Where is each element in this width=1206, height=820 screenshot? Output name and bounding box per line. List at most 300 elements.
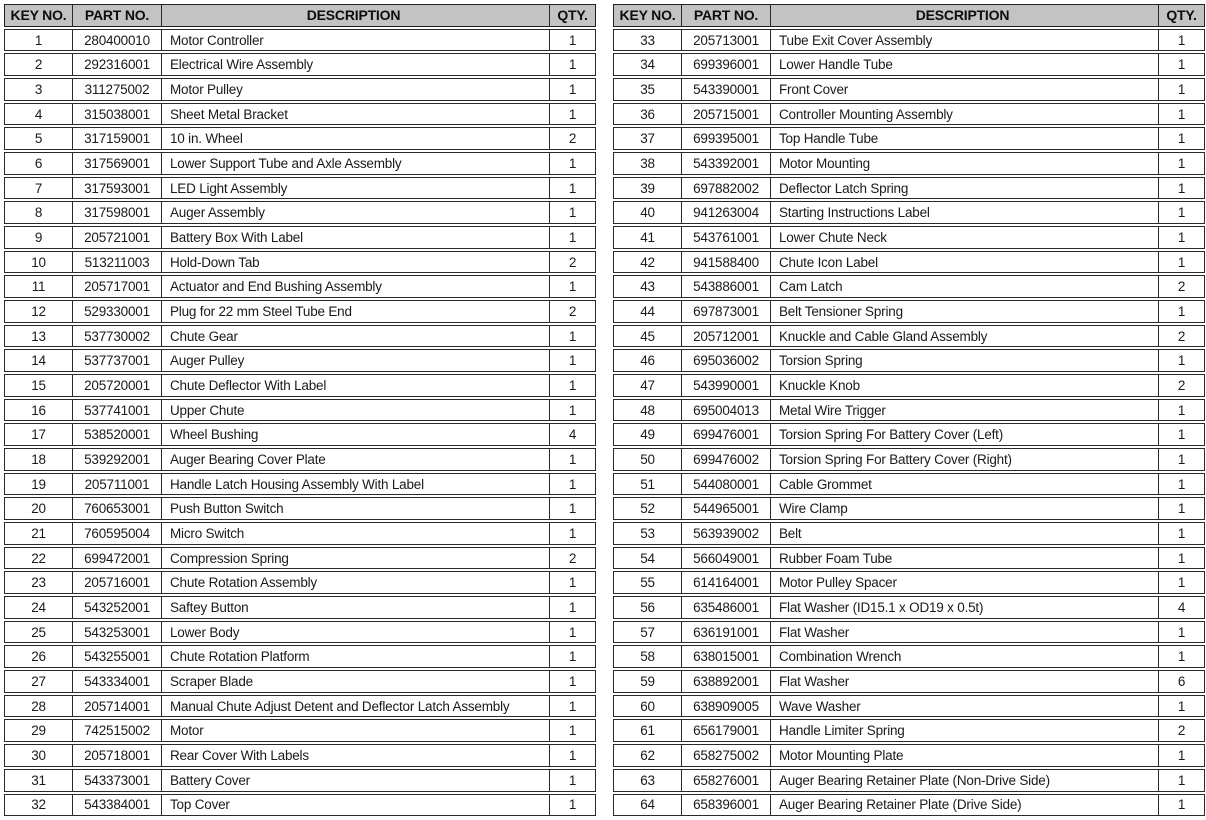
- qty-cell: 1: [549, 178, 595, 199]
- key-no-cell: 35: [640, 81, 655, 97]
- key-no-cell: 1: [34, 32, 43, 48]
- table-header-row: [4, 4, 596, 27]
- qty-cell: 2: [549, 128, 595, 149]
- key-no-cell: 53: [640, 525, 655, 541]
- part-no-cell: 697882002: [681, 178, 770, 199]
- table-row: [4, 78, 596, 101]
- description-cell: Torsion Spring: [770, 350, 1158, 371]
- key-no-cell: 64: [640, 797, 655, 813]
- part-no-cell: 317159001: [72, 128, 161, 149]
- description-cell: Lower Handle Tube: [770, 54, 1158, 75]
- key-no-cell: 2: [34, 57, 43, 73]
- key-no-cell: 10: [31, 254, 46, 270]
- key-no-cell: 18: [31, 451, 46, 467]
- table-row: [613, 571, 1205, 594]
- qty-cell: 1: [549, 474, 595, 495]
- key-no-cell: 61: [640, 723, 655, 739]
- part-no-cell: 543253001: [72, 622, 161, 643]
- part-no-cell: 699476002: [681, 449, 770, 470]
- description-cell: Chute Rotation Assembly: [161, 572, 549, 593]
- key-no-cell: 30: [31, 747, 46, 763]
- qty-cell: 1: [1158, 474, 1204, 495]
- key-no-cell: 51: [640, 476, 655, 492]
- part-no-cell: 205720001: [72, 375, 161, 396]
- key-no-cell: 50: [640, 451, 655, 467]
- description-cell: Motor Pulley Spacer: [770, 572, 1158, 593]
- qty-cell: 2: [1158, 720, 1204, 741]
- description-cell: Belt: [770, 523, 1158, 544]
- key-no-cell: 23: [31, 575, 46, 591]
- part-no-cell: 205715001: [681, 104, 770, 125]
- key-no-cell: 24: [31, 599, 46, 615]
- qty-cell: 1: [1158, 104, 1204, 125]
- description-cell: Torsion Spring For Battery Cover (Right): [770, 449, 1158, 470]
- key-no-cell: 41: [640, 229, 655, 245]
- qty-cell: 1: [1158, 350, 1204, 371]
- part-no-cell: 538520001: [72, 424, 161, 445]
- table-row: [613, 596, 1205, 619]
- qty-cell: 1: [549, 276, 595, 297]
- part-no-cell: 635486001: [681, 597, 770, 618]
- qty-cell: 1: [1158, 424, 1204, 445]
- part-no-cell: 537741001: [72, 400, 161, 421]
- table-row: [613, 497, 1205, 520]
- table-row: [613, 473, 1205, 496]
- qty-cell: 1: [1158, 301, 1204, 322]
- qty-cell: 2: [549, 301, 595, 322]
- description-cell: Auger Bearing Retainer Plate (Drive Side): [770, 795, 1158, 816]
- part-no-cell: 205713001: [681, 30, 770, 51]
- part-no-cell: 638015001: [681, 646, 770, 667]
- part-no-cell: 638909005: [681, 696, 770, 717]
- key-no-cell: 46: [640, 353, 655, 369]
- key-no-cell: 52: [640, 501, 655, 517]
- table-row: [4, 596, 596, 619]
- key-no-cell: 45: [640, 328, 655, 344]
- key-no-cell: 28: [31, 698, 46, 714]
- description-cell: Front Cover: [770, 79, 1158, 100]
- table-row: [613, 719, 1205, 742]
- table-row: [613, 78, 1205, 101]
- description-cell: Motor Pulley: [161, 79, 549, 100]
- description-cell: Auger Bearing Retainer Plate (Non-Drive Side): [770, 770, 1158, 791]
- part-no-cell: 543390001: [681, 79, 770, 100]
- column-header-qty: QTY.: [549, 5, 595, 26]
- part-no-cell: 760595004: [72, 523, 161, 544]
- qty-cell: 1: [549, 400, 595, 421]
- description-cell: Metal Wire Trigger: [770, 400, 1158, 421]
- description-cell: Hold-Down Tab: [161, 252, 549, 273]
- part-no-cell: 543252001: [72, 597, 161, 618]
- part-no-cell: 317598001: [72, 202, 161, 223]
- description-cell: Lower Chute Neck: [770, 227, 1158, 248]
- description-cell: Top Cover: [161, 795, 549, 816]
- description-cell: Knuckle Knob: [770, 375, 1158, 396]
- table-row: [613, 621, 1205, 644]
- parts-table-right: [613, 4, 1205, 816]
- description-cell: Push Button Switch: [161, 498, 549, 519]
- qty-cell: 1: [1158, 227, 1204, 248]
- qty-cell: 1: [549, 202, 595, 223]
- part-no-cell: 205711001: [72, 474, 161, 495]
- part-no-cell: 563939002: [681, 523, 770, 544]
- qty-cell: 1: [1158, 548, 1204, 569]
- table-row: [613, 349, 1205, 372]
- description-cell: Torsion Spring For Battery Cover (Left): [770, 424, 1158, 445]
- qty-cell: 1: [1158, 54, 1204, 75]
- description-cell: Chute Icon Label: [770, 252, 1158, 273]
- qty-cell: 2: [1158, 375, 1204, 396]
- description-cell: Scraper Blade: [161, 671, 549, 692]
- qty-cell: 1: [549, 326, 595, 347]
- qty-cell: 1: [549, 523, 595, 544]
- table-row: [4, 571, 596, 594]
- qty-cell: 1: [1158, 128, 1204, 149]
- part-no-cell: 543334001: [72, 671, 161, 692]
- part-no-cell: 205718001: [72, 745, 161, 766]
- table-row: [613, 53, 1205, 76]
- part-no-cell: 699396001: [681, 54, 770, 75]
- table-row: [613, 152, 1205, 175]
- part-no-cell: 699472001: [72, 548, 161, 569]
- table-row: [4, 497, 596, 520]
- qty-cell: 1: [1158, 572, 1204, 593]
- description-cell: Micro Switch: [161, 523, 549, 544]
- table-row: [613, 29, 1205, 52]
- key-no-cell: 25: [31, 624, 46, 640]
- qty-cell: 1: [1158, 400, 1204, 421]
- qty-cell: 1: [549, 622, 595, 643]
- part-no-cell: 543392001: [681, 153, 770, 174]
- description-cell: Manual Chute Adjust Detent and Deflector Latch Assembly: [161, 696, 549, 717]
- key-no-cell: 31: [31, 772, 46, 788]
- table-row: [613, 103, 1205, 126]
- key-no-cell: 36: [640, 106, 655, 122]
- qty-cell: 1: [549, 696, 595, 717]
- description-cell: Plug for 22 mm Steel Tube End: [161, 301, 549, 322]
- part-no-cell: 543886001: [681, 276, 770, 297]
- table-row: [4, 226, 596, 249]
- table-row: [4, 201, 596, 224]
- part-no-cell: 941263004: [681, 202, 770, 223]
- description-cell: Chute Gear: [161, 326, 549, 347]
- table-row: [613, 201, 1205, 224]
- qty-cell: 4: [549, 424, 595, 445]
- part-no-cell: 292316001: [72, 54, 161, 75]
- description-cell: Flat Washer: [770, 671, 1158, 692]
- description-cell: Flat Washer: [770, 622, 1158, 643]
- qty-cell: 1: [549, 745, 595, 766]
- table-row: [4, 522, 596, 545]
- key-no-cell: 56: [640, 599, 655, 615]
- qty-cell: 1: [549, 720, 595, 741]
- qty-cell: 1: [549, 795, 595, 816]
- table-row: [613, 226, 1205, 249]
- qty-cell: 1: [1158, 795, 1204, 816]
- description-cell: Wheel Bushing: [161, 424, 549, 445]
- part-no-cell: 537730002: [72, 326, 161, 347]
- description-cell: Cable Grommet: [770, 474, 1158, 495]
- part-no-cell: 638892001: [681, 671, 770, 692]
- key-no-cell: 21: [31, 525, 46, 541]
- description-cell: Motor Mounting: [770, 153, 1158, 174]
- key-no-cell: 37: [640, 131, 655, 147]
- part-no-cell: 941588400: [681, 252, 770, 273]
- table-row: [4, 547, 596, 570]
- key-no-cell: 11: [31, 279, 46, 295]
- qty-cell: 1: [549, 572, 595, 593]
- table-row: [4, 251, 596, 274]
- qty-cell: 1: [549, 30, 595, 51]
- table-row: [4, 349, 596, 372]
- qty-cell: 1: [1158, 523, 1204, 544]
- qty-cell: 1: [549, 770, 595, 791]
- part-no-cell: 205714001: [72, 696, 161, 717]
- table-row: [4, 769, 596, 792]
- key-no-cell: 22: [31, 550, 46, 566]
- key-no-cell: 54: [640, 550, 655, 566]
- key-no-cell: 5: [34, 131, 43, 147]
- table-row: [4, 744, 596, 767]
- qty-cell: 2: [1158, 326, 1204, 347]
- description-cell: Starting Instructions Label: [770, 202, 1158, 223]
- description-cell: Wave Washer: [770, 696, 1158, 717]
- description-cell: Flat Washer (ID15.1 x OD19 x 0.5t): [770, 597, 1158, 618]
- key-no-cell: 19: [31, 476, 46, 492]
- description-cell: Chute Deflector With Label: [161, 375, 549, 396]
- description-cell: Lower Body: [161, 622, 549, 643]
- qty-cell: 1: [549, 449, 595, 470]
- description-cell: Battery Cover: [161, 770, 549, 791]
- qty-cell: 1: [549, 498, 595, 519]
- column-header-key-no: KEY NO.: [10, 7, 67, 24]
- qty-cell: 1: [549, 671, 595, 692]
- table-row: [613, 275, 1205, 298]
- part-no-cell: 742515002: [72, 720, 161, 741]
- table-row: [613, 423, 1205, 446]
- key-no-cell: 27: [31, 673, 46, 689]
- description-cell: Motor Controller: [161, 30, 549, 51]
- table-row: [613, 645, 1205, 668]
- qty-cell: 1: [1158, 449, 1204, 470]
- table-row: [4, 325, 596, 348]
- table-row: [613, 127, 1205, 150]
- key-no-cell: 42: [640, 254, 655, 270]
- qty-cell: 1: [549, 227, 595, 248]
- column-header-key-no: KEY NO.: [619, 7, 676, 24]
- key-no-cell: 20: [31, 501, 46, 517]
- table-row: [4, 719, 596, 742]
- description-cell: Motor: [161, 720, 549, 741]
- description-cell: Cam Latch: [770, 276, 1158, 297]
- key-no-cell: 26: [31, 649, 46, 665]
- description-cell: Battery Box With Label: [161, 227, 549, 248]
- key-no-cell: 14: [31, 353, 46, 369]
- table-row: [613, 695, 1205, 718]
- part-no-cell: 543255001: [72, 646, 161, 667]
- key-no-cell: 34: [640, 57, 655, 73]
- part-no-cell: 205721001: [72, 227, 161, 248]
- part-no-cell: 658275002: [681, 745, 770, 766]
- description-cell: Rubber Foam Tube: [770, 548, 1158, 569]
- table-row: [613, 399, 1205, 422]
- description-cell: Motor Mounting Plate: [770, 745, 1158, 766]
- qty-cell: 2: [1158, 276, 1204, 297]
- key-no-cell: 7: [34, 180, 43, 196]
- key-no-cell: 43: [640, 279, 655, 295]
- key-no-cell: 15: [31, 377, 46, 393]
- part-no-cell: 543761001: [681, 227, 770, 248]
- table-row: [4, 423, 596, 446]
- description-cell: Electrical Wire Assembly: [161, 54, 549, 75]
- table-row: [4, 275, 596, 298]
- part-no-cell: 695004013: [681, 400, 770, 421]
- part-no-cell: 544965001: [681, 498, 770, 519]
- part-no-cell: 544080001: [681, 474, 770, 495]
- table-row: [4, 374, 596, 397]
- part-no-cell: 539292001: [72, 449, 161, 470]
- qty-cell: 2: [549, 252, 595, 273]
- qty-cell: 1: [549, 104, 595, 125]
- table-row: [4, 53, 596, 76]
- key-no-cell: 29: [31, 723, 46, 739]
- qty-cell: 1: [1158, 202, 1204, 223]
- key-no-cell: 44: [640, 303, 655, 319]
- key-no-cell: 32: [31, 797, 46, 813]
- part-no-cell: 543373001: [72, 770, 161, 791]
- key-no-cell: 16: [31, 402, 46, 418]
- table-row: [613, 251, 1205, 274]
- table-row: [4, 695, 596, 718]
- key-no-cell: 62: [640, 747, 655, 763]
- table-row: [613, 547, 1205, 570]
- qty-cell: 1: [1158, 30, 1204, 51]
- key-no-cell: 4: [34, 106, 43, 122]
- description-cell: Tube Exit Cover Assembly: [770, 30, 1158, 51]
- description-cell: Chute Rotation Platform: [161, 646, 549, 667]
- description-cell: LED Light Assembly: [161, 178, 549, 199]
- part-no-cell: 697873001: [681, 301, 770, 322]
- table-row: [4, 300, 596, 323]
- table-row: [4, 473, 596, 496]
- parts-table-left: [4, 4, 596, 816]
- part-no-cell: 699395001: [681, 128, 770, 149]
- qty-cell: 1: [549, 597, 595, 618]
- part-no-cell: 317569001: [72, 153, 161, 174]
- column-header-part-no: PART NO.: [72, 5, 161, 26]
- table-row: [613, 374, 1205, 397]
- part-no-cell: 280400010: [72, 30, 161, 51]
- table-row: [613, 744, 1205, 767]
- qty-cell: 4: [1158, 597, 1204, 618]
- table-row: [4, 399, 596, 422]
- key-no-cell: 3: [34, 81, 43, 97]
- table-header-row: [613, 4, 1205, 27]
- qty-cell: 1: [549, 79, 595, 100]
- qty-cell: 1: [1158, 622, 1204, 643]
- qty-cell: 1: [1158, 696, 1204, 717]
- description-cell: Upper Chute: [161, 400, 549, 421]
- key-no-cell: 57: [640, 624, 655, 640]
- table-row: [4, 103, 596, 126]
- table-row: [4, 448, 596, 471]
- part-no-cell: 205712001: [681, 326, 770, 347]
- description-cell: Knuckle and Cable Gland Assembly: [770, 326, 1158, 347]
- part-no-cell: 658276001: [681, 770, 770, 791]
- part-no-cell: 566049001: [681, 548, 770, 569]
- table-row: [613, 177, 1205, 200]
- part-no-cell: 614164001: [681, 572, 770, 593]
- table-row: [4, 152, 596, 175]
- qty-cell: 6: [1158, 671, 1204, 692]
- table-row: [613, 300, 1205, 323]
- part-no-cell: 656179001: [681, 720, 770, 741]
- key-no-cell: 48: [640, 402, 655, 418]
- table-row: [613, 670, 1205, 693]
- key-no-cell: 9: [34, 229, 43, 245]
- part-no-cell: 315038001: [72, 104, 161, 125]
- description-cell: Handle Limiter Spring: [770, 720, 1158, 741]
- key-no-cell: 39: [640, 180, 655, 196]
- table-row: [4, 794, 596, 817]
- key-no-cell: 47: [640, 377, 655, 393]
- description-cell: Wire Clamp: [770, 498, 1158, 519]
- part-no-cell: 205717001: [72, 276, 161, 297]
- part-no-cell: 760653001: [72, 498, 161, 519]
- description-cell: Sheet Metal Bracket: [161, 104, 549, 125]
- description-cell: Deflector Latch Spring: [770, 178, 1158, 199]
- part-no-cell: 537737001: [72, 350, 161, 371]
- table-row: [4, 621, 596, 644]
- key-no-cell: 59: [640, 673, 655, 689]
- part-no-cell: 658396001: [681, 795, 770, 816]
- qty-cell: 1: [1158, 178, 1204, 199]
- description-cell: Auger Assembly: [161, 202, 549, 223]
- table-row: [613, 325, 1205, 348]
- qty-cell: 1: [1158, 79, 1204, 100]
- description-cell: Controller Mounting Assembly: [770, 104, 1158, 125]
- key-no-cell: 60: [640, 698, 655, 714]
- qty-cell: 1: [549, 153, 595, 174]
- description-cell: Combination Wrench: [770, 646, 1158, 667]
- qty-cell: 1: [1158, 770, 1204, 791]
- part-no-cell: 636191001: [681, 622, 770, 643]
- table-row: [4, 127, 596, 150]
- description-cell: Handle Latch Housing Assembly With Label: [161, 474, 549, 495]
- table-row: [613, 769, 1205, 792]
- part-no-cell: 529330001: [72, 301, 161, 322]
- description-cell: Compression Spring: [161, 548, 549, 569]
- key-no-cell: 12: [31, 303, 46, 319]
- part-no-cell: 543384001: [72, 795, 161, 816]
- key-no-cell: 13: [31, 328, 46, 344]
- column-header-description: DESCRIPTION: [161, 5, 549, 26]
- table-row: [4, 177, 596, 200]
- column-header-qty: QTY.: [1158, 5, 1204, 26]
- description-cell: Saftey Button: [161, 597, 549, 618]
- table-row: [613, 794, 1205, 817]
- key-no-cell: 6: [34, 155, 43, 171]
- table-row: [4, 29, 596, 52]
- qty-cell: 2: [549, 548, 595, 569]
- table-row: [4, 645, 596, 668]
- qty-cell: 1: [549, 375, 595, 396]
- column-header-part-no: PART NO.: [681, 5, 770, 26]
- qty-cell: 1: [1158, 153, 1204, 174]
- key-no-cell: 38: [640, 155, 655, 171]
- qty-cell: 1: [1158, 646, 1204, 667]
- key-no-cell: 49: [640, 427, 655, 443]
